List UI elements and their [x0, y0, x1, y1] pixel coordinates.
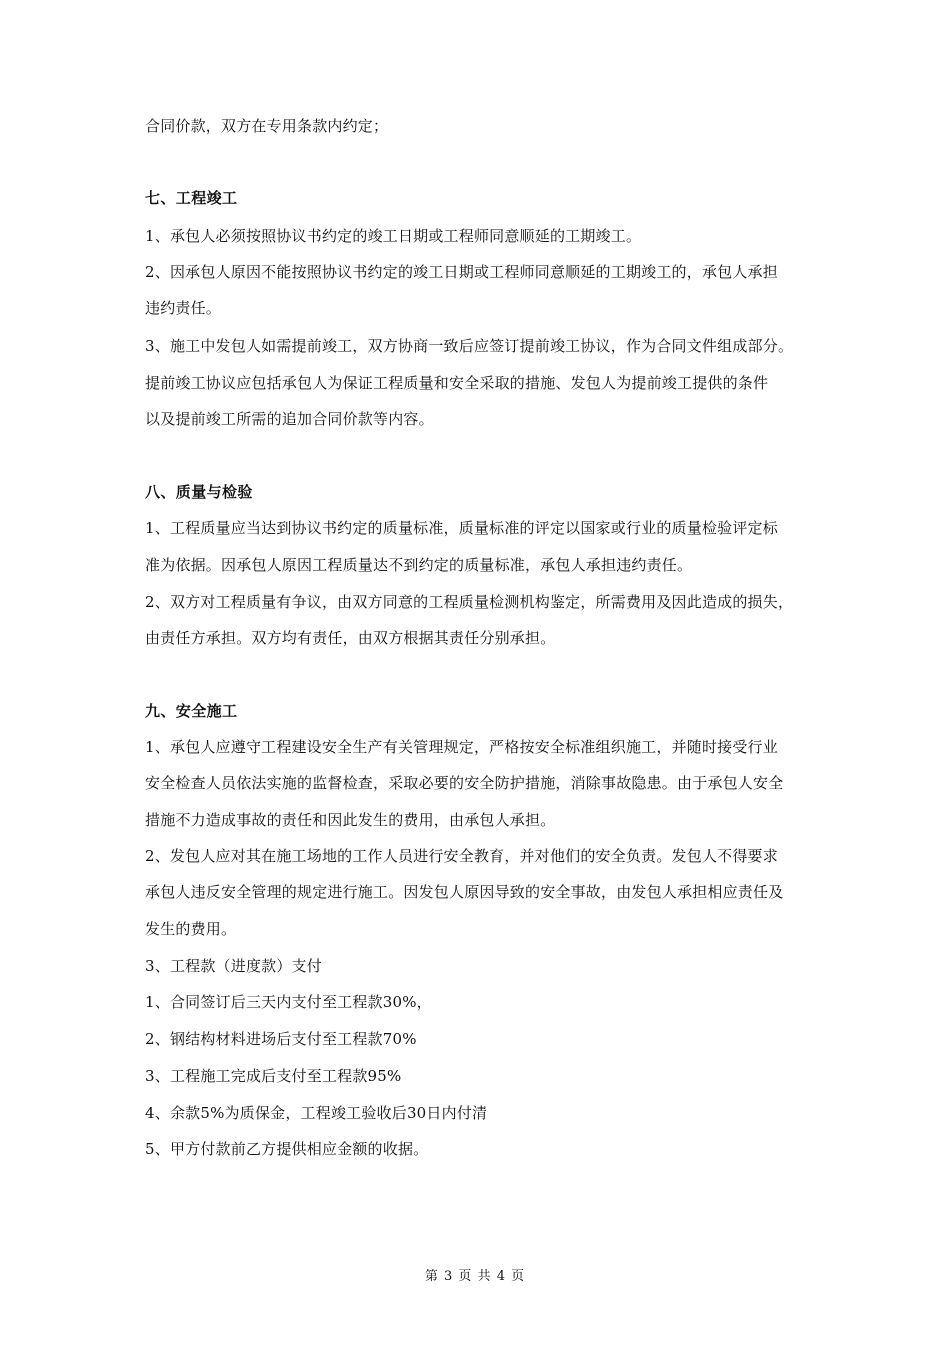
section-9-line: 措施不力造成事故的责任和因此发生的费用，由承包人承担。 — [145, 811, 556, 829]
section-8-line: 由责任方承担。双方均有责任，由双方根据其责任分别承担。 — [145, 629, 556, 647]
section-8-line: 准为依据。因承包人原因工程质量达不到约定的质量标准，承包人承担违约责任。 — [145, 556, 693, 574]
section-7-line: 违约责任。 — [145, 299, 222, 317]
intro-line: 合同价款，双方在专用条款内约定； — [145, 117, 389, 135]
payment-item: 2、钢结构材料进场后支付至工程款70% — [145, 1030, 417, 1048]
section-7-line: 2、因承包人原因不能按照协议书约定的竣工日期或工程师同意顺延的工期竣工的，承包人承担 — [145, 263, 778, 281]
section-9-line: 发生的费用。 — [145, 920, 237, 938]
payment-item: 1、合同签订后三天内支付至工程款30%， — [145, 993, 432, 1011]
section-9-line: 2、发包人应对其在施工场地的工作人员进行安全教育，并对他们的安全负责。发包人不得要求 — [145, 847, 778, 865]
section-7-title: 七、工程竣工 — [145, 189, 238, 207]
section-9-line: 1、承包人应遵守工程建设安全生产有关管理规定，严格按安全标准组织施工，并随时接受行业 — [145, 738, 778, 756]
payment-heading: 3、工程款（进度款）支付 — [145, 957, 322, 975]
section-7-line: 以及提前竣工所需的追加合同价款等内容。 — [145, 410, 434, 428]
section-9-title: 九、安全施工 — [145, 702, 238, 720]
section-7-line: 3、施工中发包人如需提前竣工，双方协商一致后应签订提前竣工协议，作为合同文件组成部分。 — [145, 337, 794, 355]
page-number-footer: 第 3 页 共 4 页 — [424, 1269, 526, 1284]
section-8-line: 1、工程质量应当达到协议书约定的质量标准，质量标准的评定以国家或行业的质量检验评定标 — [145, 519, 778, 537]
section-9-line: 承包人违反安全管理的规定进行施工。因发包人原因导致的安全事故，由发包人承担相应责任及 — [145, 883, 784, 901]
section-9-line: 安全检查人员依法实施的监督检查，采取必要的安全防护措施，消除事故隐患。由于承包人安全 — [145, 774, 784, 792]
section-8-title: 八、质量与检验 — [145, 483, 253, 501]
payment-item: 3、工程施工完成后支付至工程款95% — [145, 1067, 402, 1085]
section-7-line: 1、承包人必须按照协议书约定的竣工日期或工程师同意顺延的工期竣工。 — [145, 227, 642, 245]
section-7-line: 提前竣工协议应包括承包人为保证工程质量和安全采取的措施、发包人为提前竣工提供的条件 — [145, 374, 769, 392]
payment-item: 5、甲方付款前乙方提供相应金额的收据。 — [145, 1140, 429, 1158]
section-8-line: 2、双方对工程质量有争议，由双方同意的工程质量检测机构鉴定，所需费用及因此造成的损失， — [145, 593, 794, 611]
payment-item: 4、余款5%为质保金，工程竣工验收后30日内付清 — [145, 1104, 488, 1122]
